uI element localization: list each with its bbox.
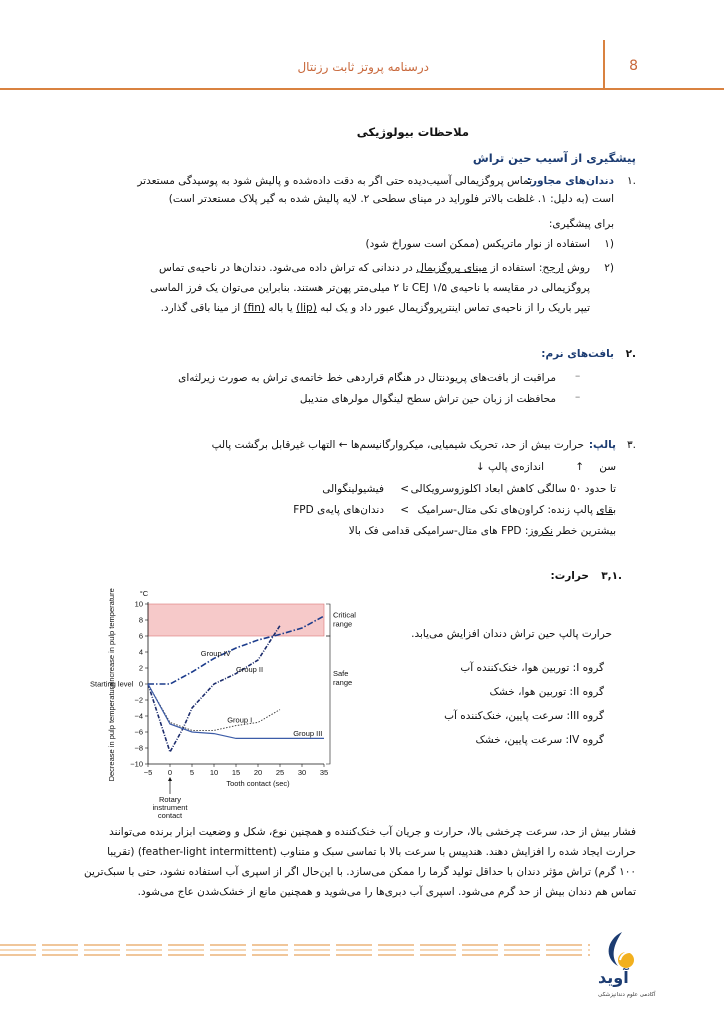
s1-line-3: برای پیشگیری:: [548, 218, 614, 230]
s3-line-4b: دندان‌های پایه‌ی FPD: [293, 504, 384, 516]
s3-up-arrow: ↑: [575, 461, 584, 473]
x-tick-label: −5: [143, 768, 153, 777]
critical-range-label: Critical: [333, 610, 356, 620]
s3-age: سن: [599, 461, 616, 473]
s1-item-2-line-2: پروگزیمالی در مقایسه با ناحیه‌ی CEJ ۱/۵ تا ۲ میلی‌متر پهن‌تر هستند. بنابراین می‌توان یک فرز الماسی: [150, 282, 590, 294]
sub-heading: پیشگیری از آسیب حین تراش: [472, 151, 636, 165]
critical-band: [148, 604, 324, 636]
page-header: [0, 0, 724, 92]
y-tick-label: −8: [134, 743, 143, 753]
critical-range-label: range: [333, 619, 353, 629]
group-1-text: گروه I: توربین هوا، خنک‌کننده آب: [460, 662, 604, 674]
s3-number: .۳: [627, 439, 636, 451]
s3-line-3-sep: >: [400, 483, 409, 495]
pulp-temperature-chart: [88, 582, 356, 820]
brand-logo: [596, 930, 656, 1010]
para-line-1: فشار بیش از حد، سرعت چرخشی بالا، حرارت و جریان آب خنک‌کننده و همچنین نوع، شکل و وضعیت ابزار برنده می‌توانند: [109, 826, 636, 838]
series-label: Group IV: [200, 649, 231, 658]
header-divider: [603, 40, 605, 88]
rotary-label: contact: [157, 811, 183, 820]
x-axis-label: Tooth contact (sec): [226, 779, 290, 788]
para-line-2: حرارت ایجاد شده را افزایش دهند. هندپیس با سرعت بالا با تماسی سبک و متناوب (feather-light intermittent) (تقریبا: [107, 846, 636, 858]
x-tick-label: 35: [319, 768, 329, 777]
x-tick-label: 15: [231, 768, 241, 777]
para-line-4: تماس هم دندان بیش از حد گرم می‌شود. اسپری آب دبری‌ها را می‌شوید و همچنین مانع از خشک‌شدن عاج می‌شود.: [137, 886, 636, 898]
group-3-text: گروه III: سرعت پایین، خنک‌کننده آب: [444, 710, 604, 722]
x-tick-label: 20: [253, 768, 263, 777]
x-tick-label: 0: [167, 768, 173, 777]
logo-text: آوید: [598, 968, 629, 987]
group-2-text: گروه II: توربین هوا، خشک: [489, 686, 604, 698]
x-tick-label: 30: [297, 768, 307, 777]
logo-subtext: آکادمی علوم دندانپزشکی: [598, 992, 656, 998]
y-tick-label: −2: [134, 695, 143, 705]
y-tick-label: −6: [134, 727, 143, 737]
critical-bracket: [326, 604, 330, 636]
s3-title: پالپ:: [588, 439, 616, 451]
s1-line-1: تماس پروگزیمالی آسیب‌دیده حتی اگر به دقت داده‌شده و پالیش شود به پوسیدگی مستعدتر: [137, 175, 532, 187]
s2-title: بافت‌های نرم:: [541, 348, 614, 360]
s1-item-2-line-3: تیپر باریک را از ناحیه‌ی تماس اینترپروگزیمال عبور داد و یک لبه (lip) یا باله (fin) از مینا باقی گذارد.: [160, 302, 590, 314]
y-axis-label-top: Increase in pulp temperature: [107, 588, 116, 684]
s3-line-1: حرارت بیش از حد، تحریک شیمیایی، میکروارگانیسم‌ها ← التهاب غیرقابل برگشت پالپ: [211, 439, 584, 451]
y-tick-label: 6: [138, 631, 143, 641]
s3-line-4-sep: >: [400, 504, 409, 516]
s3-line-3b: فیشیولینگوالی: [322, 483, 384, 495]
s31-title: حرارت:: [550, 570, 589, 582]
logo-mark-icon: [596, 930, 646, 970]
header-title: درسنامه پروتز ثابت رزنتال: [297, 60, 429, 74]
starting-level-label: Starting level: [90, 679, 134, 689]
series-label: Group II: [236, 665, 264, 674]
page-number: 8: [629, 58, 638, 74]
x-tick-label: 25: [275, 768, 285, 777]
s2-number: .۲: [625, 348, 636, 360]
s3-line-3a: تا حدود ۵۰ سالگی کاهش ابعاد اکلوزوسرویکالی: [410, 483, 616, 495]
s31-number: .۳,۱: [601, 570, 622, 582]
main-heading: ملاحظات بیولوژیکی: [356, 125, 469, 139]
rotary-arrowhead: [168, 777, 172, 781]
s1-item-1: استفاده از نوار ماتریکس (ممکن است سوراخ شود): [365, 238, 590, 250]
rotary-label: instrument: [152, 803, 188, 812]
y-tick-label: −4: [134, 711, 143, 721]
x-tick-label: 5: [189, 768, 195, 777]
y-tick-label: 4: [138, 647, 143, 657]
x-tick-label: 10: [209, 768, 219, 777]
s1-item-2-line-1: روش ارجح: استفاده از مینای پروگزیمال در دندانی که تراش داده می‌شود. دندان‌ها در ناحیه‌ی تماس: [159, 262, 590, 274]
s2-bullet-1: –: [575, 370, 581, 382]
s1-line-2: است (به دلیل: ۱. غلظت بالاتر فلوراید در مینای سطحی ۲. لایه پالیش شده به گیر پلاک مستعدتر است): [168, 193, 614, 205]
series-label: Group I: [227, 715, 253, 725]
s3-pulp-size: اندازه‌ی پالپ ↓: [475, 461, 544, 473]
y-tick-label: 10: [134, 599, 143, 609]
safe-bracket: [326, 636, 330, 764]
s2-bullet-2: –: [575, 391, 581, 403]
s2-item-2: محافظت از زبان حین تراش سطح لینگوال مولرهای مندیبل: [299, 393, 556, 405]
y-tick-label: 0: [138, 679, 143, 689]
y-axis-label-bottom: Decrease in pulp temperature: [107, 682, 116, 782]
series-line-group-i: [148, 684, 280, 730]
header-rule: [0, 88, 724, 90]
para-line-3: ۱۰۰ گرم) تراش مؤثر دندان با حداقل تولید گرما را ممکن می‌سازد. با این‌حال اگر از اسپری آب استفاده نشود، حتی با سبک‌ترین: [83, 866, 636, 878]
s1-item-2-number: (۲: [604, 262, 614, 274]
series-label: Group III: [293, 729, 323, 738]
chart-side-text: حرارت پالپ حین تراش دندان افزایش می‌یابد.: [411, 628, 612, 640]
y-tick-label: 2: [138, 663, 143, 673]
unit-label: °C: [139, 589, 149, 598]
s1-item-1-number: (۱: [604, 238, 614, 250]
rotary-label: Rotary: [158, 795, 182, 804]
s1-number: .۱: [627, 175, 636, 187]
s1-title: دندان‌های مجاور:: [526, 175, 614, 187]
group-4-text: گروه IV: سرعت پایین، خشک: [475, 734, 604, 746]
safe-range-label: Safe: [333, 669, 349, 678]
y-tick-label: 8: [138, 615, 143, 625]
s3-line-5: بیشترین خطر نکروز: FPD های متال-سرامیکی قدامی فک بالا: [348, 525, 616, 537]
s2-item-1: مراقبت از بافت‌های پریودنتال در هنگام قراردهی خط خاتمه‌ی تراش به صورت زیرلثه‌ای: [178, 372, 556, 384]
s3-line-4a: بقای پالپ زنده: کراون‌های تکی متال-سرامیک: [417, 504, 616, 516]
safe-range-label: range: [333, 678, 353, 687]
y-tick-label: −10: [130, 759, 143, 769]
